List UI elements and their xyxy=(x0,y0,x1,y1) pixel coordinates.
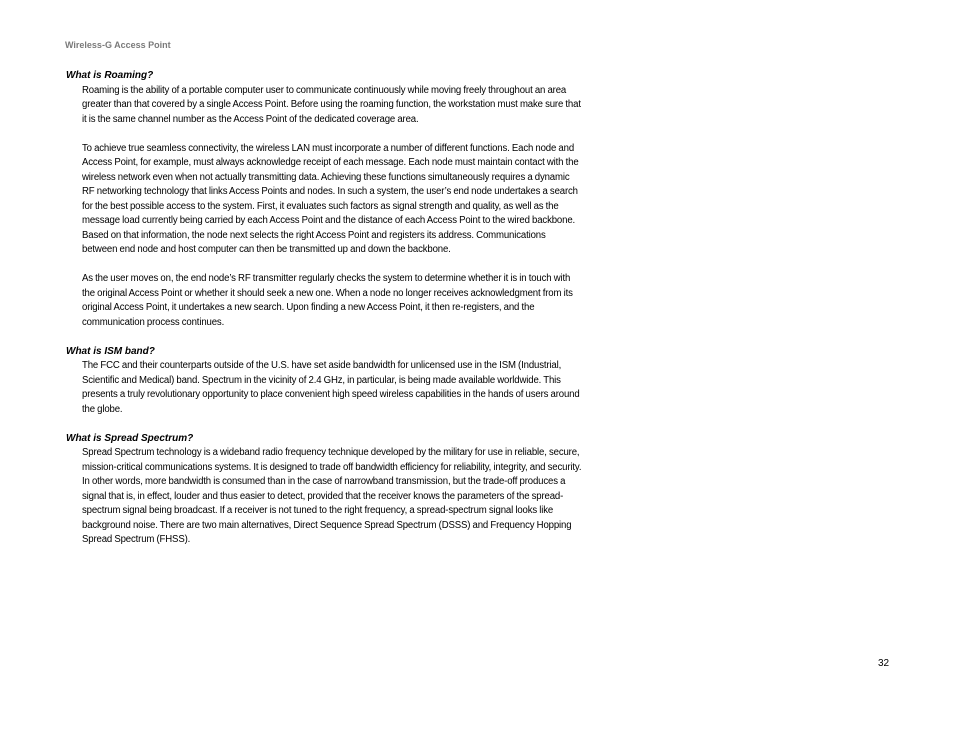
paragraph-roaming-2: To achieve true seamless connectivity, the wireless LAN must incorporate a number of different functions. Each node and Access Point, for example, must always acknowledge receipt of each message. Each node must maintain contact with the wireless network even when not actually transmitting data. Achieving these functions simultaneously requires a dynamic RF networking technology that links Access Points and nodes. In such a system, the user’s end node undertakes a search for the best possible access to the system. First, it evaluates such factors as signal strength and quality, as well as the message load currently being carried by each Access Point and the distance of each Access Point to the wired backbone. Based on that information, the node next selects the right Access Point and registers its address. Communications between end node and host computer can then be transmitted up and down the backbone. xyxy=(82,142,579,255)
running-header: Wireless-G Access Point xyxy=(65,40,171,50)
section-title-roaming: What is Roaming? xyxy=(66,70,154,81)
section-title-ism-band: What is ISM band? xyxy=(66,345,155,357)
section-ism-band xyxy=(66,345,588,418)
document-body xyxy=(66,69,588,562)
paragraph-roaming-1: Roaming is the ability of a portable computer user to communicate continuously while moving freely throughout an area greater than that covered by a single Access Point. Before using the roaming function, the workstation must make sure that it is the same channel number as the Access Point of the dedicated coverage area. xyxy=(82,84,581,125)
section-title-spread-spectrum: What is Spread Spectrum? xyxy=(66,432,194,444)
paragraph-ism-band-1: The FCC and their counterparts outside of the U.S. have set aside bandwidth for unlicensed use in the ISM (Industrial, Scientific and Medical) band. Spectrum in the vicinity of 2.4 GHz, in particular, is being made available worldwide. This presents a truly revolutionary opportunity to place convenient high speed wireless capabilities in the hands of users around the globe. xyxy=(82,360,580,415)
section-spread-spectrum xyxy=(66,432,588,548)
paragraph-spread-spectrum-1: Spread Spectrum technology is a wideband radio frequency technique developed by the military for use in reliable, secure, mission-critical communications systems. It is designed to trade off bandwidth efficiency for reliability, integrity, and security. In other words, more bandwidth is consumed than in the case of narrowband transmission, but the trade-off produces a signal that is, in effect, louder and thus easier to detect, provided that the receiver knows the parameters of the spread-spectrum signal being broadcast. If a receiver is not tuned to the right frequency, a spread-spectrum signal looks like background noise. There are two main alternatives, Direct Sequence Spread Spectrum (DSSS) and Frequency Hopping Spread Spectrum (FHSS). xyxy=(82,447,582,545)
section-roaming xyxy=(66,69,588,330)
paragraph-roaming-3: As the user moves on, the end node’s RF transmitter regularly checks the system to determine whether it is in touch with the original Access Point or whether it should seek a new one. When a node no longer receives acknowledgment from its original Access Point, it undertakes a new search. Upon finding a new Access Point, it then re-registers, and the communication process continues. xyxy=(82,273,573,328)
page-number: 32 xyxy=(878,658,890,669)
